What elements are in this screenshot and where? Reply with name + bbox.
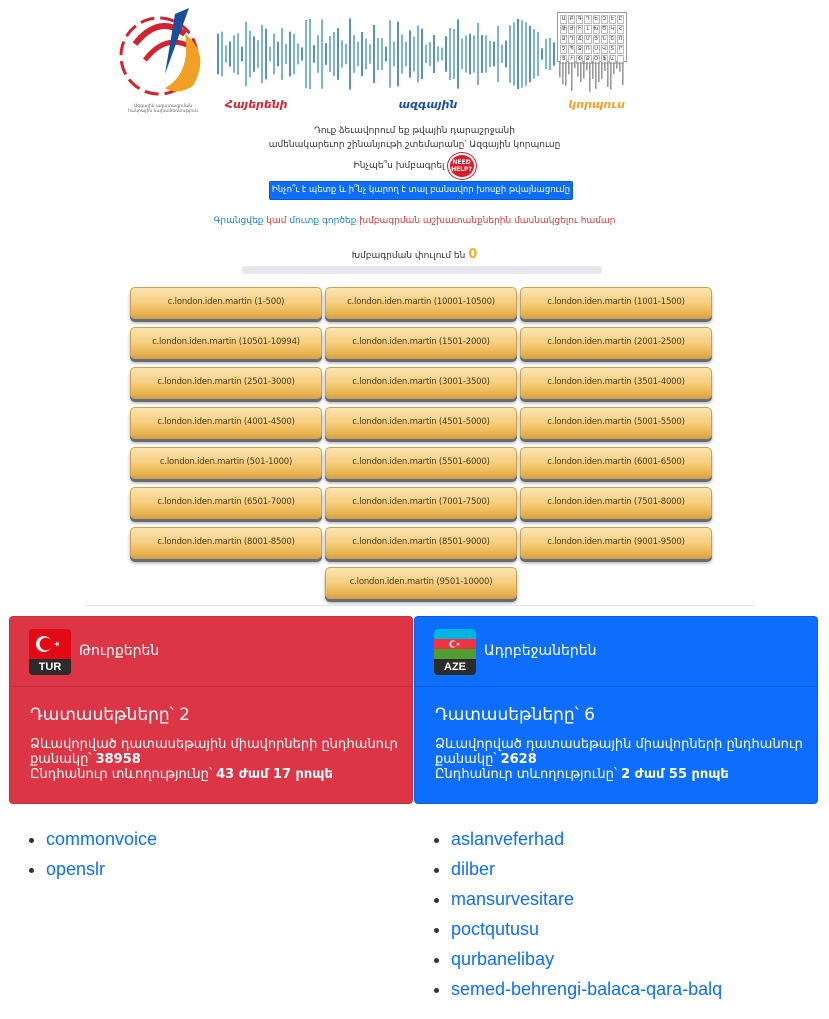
keyboard-wave-bar <box>577 62 579 77</box>
waveform-bar <box>541 48 543 59</box>
keyboard-key: Յ <box>594 36 598 42</box>
register-or-text: կամ <box>266 216 287 226</box>
waveform-bar <box>369 44 371 64</box>
editing-progress-label <box>0 247 829 262</box>
keyboard-key: Ա <box>561 16 566 22</box>
duration-label: Ընդհանուր տևողությունը՝ <box>435 767 617 782</box>
batch-button[interactable]: c.london.iden.martin (5501-6000) <box>325 447 517 479</box>
waveform-bar <box>457 19 459 88</box>
armenian-keyboard-graphic <box>557 12 627 96</box>
card-header <box>415 617 817 687</box>
batch-button[interactable]: c.london.iden.martin (2501-3000) <box>130 367 322 399</box>
waveform-bar <box>377 38 379 70</box>
units-label: Ձևավորված դատասեթային միավորների ընդհանուր քանակը՝ <box>30 737 398 767</box>
batch-button[interactable]: c.london.iden.martin (8501-9000) <box>325 527 517 559</box>
keyboard-wave-bar <box>598 62 600 82</box>
source-link[interactable]: mansurvesitare <box>451 889 575 909</box>
turkey-flag-icon <box>29 629 71 675</box>
waveform-bar <box>313 45 315 62</box>
batch-button[interactable]: c.london.iden.martin (2001-2500) <box>520 327 712 359</box>
waveform-bar <box>405 42 407 67</box>
waveform-bar <box>481 35 483 73</box>
source-list-item <box>46 826 157 856</box>
keyboard-key: ՝ <box>617 55 624 64</box>
waveform-bar <box>333 32 335 76</box>
source-list-item <box>451 976 722 1006</box>
duration-value: 43 ժամ 17 րոպե <box>216 767 333 782</box>
how-to-edit-link[interactable]: Ինչպե՞ս խմբագրել <box>353 161 445 171</box>
batch-button[interactable]: c.london.iden.martin (501-1000) <box>130 447 322 479</box>
batch-button[interactable]: c.london.iden.martin (4501-5000) <box>325 407 517 439</box>
waveform-bar <box>309 19 311 89</box>
keyboard-wave-bar <box>616 62 618 69</box>
keyboard-wave-bar <box>604 62 606 71</box>
waveform-bar <box>497 26 499 82</box>
units-label: Ձևավորված դատասեթային միավորների ընդհանուր քանակը՝ <box>435 737 803 767</box>
keyboard-wave-icon <box>557 62 627 96</box>
waveform-bar <box>445 36 447 72</box>
batch-button[interactable]: c.london.iden.martin (9501-10000) <box>325 567 517 599</box>
batch-button-grid <box>130 287 712 599</box>
waveform-bar <box>409 30 411 77</box>
keyboard-key: Պ <box>569 46 574 52</box>
waveform-bar <box>433 35 435 73</box>
duration-stat <box>30 767 400 782</box>
waveform-bar <box>553 42 555 65</box>
turkish-language-card[interactable] <box>9 616 413 804</box>
batch-button[interactable]: c.london.iden.martin (1501-2000) <box>325 327 517 359</box>
waveform-bar <box>397 22 399 87</box>
keyboard-wave-bar <box>586 62 588 70</box>
waveform-bar <box>513 22 515 85</box>
banner-title <box>225 98 625 111</box>
source-link[interactable]: aslanveferhad <box>451 829 565 849</box>
keyboard-key: Վ <box>602 46 607 52</box>
keyboard-key: Ն <box>602 36 607 42</box>
waveform-bar <box>317 35 319 73</box>
source-link[interactable]: poctqutusu <box>451 919 540 939</box>
batch-button[interactable]: c.london.iden.martin (9001-9500) <box>520 527 712 559</box>
keyboard-wave-bar <box>580 62 582 82</box>
login-link[interactable]: մուտք գործեք <box>289 216 357 226</box>
banner-title-word-1: Հայերենի <box>225 98 288 111</box>
keyboard-key: Լ <box>584 25 591 34</box>
waveform-bar <box>489 41 491 67</box>
keyboard-key: Զ <box>602 16 607 22</box>
register-purpose-text: խմբագրման աշխատանքներին մասնակցելու համար <box>359 216 616 226</box>
keyboard-key: Ս <box>594 46 598 52</box>
editing-progress-bar <box>242 266 602 274</box>
waveform-bar <box>305 20 307 88</box>
keyboard-wave-bar <box>595 62 597 89</box>
waveform-bar <box>233 35 235 72</box>
waveform-bar <box>469 34 471 75</box>
waveform-bar <box>345 44 347 65</box>
keyboard-key: Ֆ <box>602 56 607 62</box>
keyboard-wave-bar <box>571 62 573 91</box>
waveform-bar <box>533 29 535 79</box>
waveform-bar <box>517 19 519 89</box>
source-list-item <box>46 856 157 886</box>
keyboard-key: Ը <box>618 16 623 22</box>
units-value: 38958 <box>95 752 141 767</box>
keyboard-wave-bar <box>607 62 609 87</box>
waveform-bar <box>381 38 383 70</box>
keyboard-key: Ռ <box>585 46 590 52</box>
waveform-bar <box>221 32 223 77</box>
waveform-bar <box>325 43 327 65</box>
source-link[interactable]: semed-behrengi-balaca-qara-balq <box>451 979 723 999</box>
waveform-bar <box>269 47 271 62</box>
keyboard-key: Չ <box>561 46 566 52</box>
keyboard-key: Ծ <box>602 26 607 32</box>
waveform-bar <box>465 35 467 72</box>
keyboard-wave-bar <box>613 62 615 74</box>
waveform-bar <box>461 39 463 69</box>
waveform-bar <box>229 41 231 66</box>
source-list-item <box>451 916 722 946</box>
azerbaijani-source-list <box>451 826 722 1006</box>
source-list-item <box>451 946 722 976</box>
keyboard-key: Խ <box>593 26 599 32</box>
how-to-edit-row <box>0 153 829 179</box>
keyboard-key: Գ <box>577 16 582 22</box>
batch-button[interactable]: c.london.iden.martin (3001-3500) <box>325 367 517 399</box>
waveform-bar <box>545 39 547 69</box>
waveform-bar <box>549 38 551 70</box>
duration-value: 2 ժամ 55 րոպե <box>621 767 729 782</box>
waveform-bar <box>337 28 339 80</box>
flag-code-aze: AZE <box>434 659 476 675</box>
keyboard-wave-bar <box>610 62 612 90</box>
waveform-bar <box>261 25 263 83</box>
waveform-bar <box>237 33 239 74</box>
keyboard-wave-bar <box>565 62 567 86</box>
intro-text <box>0 124 829 152</box>
waveform-bar <box>361 32 363 76</box>
keyboard-key: Ղ <box>569 36 574 42</box>
units-value: 2628 <box>500 752 537 767</box>
waveform-bar <box>437 46 439 62</box>
keyboard-key: Օ <box>594 56 599 62</box>
banner-title-word-3: կորպուս <box>568 98 625 111</box>
source-link[interactable]: commonvoice <box>46 829 158 849</box>
intro-line-2: ամենակարեւոր շինանյութի շտեմարանը՝ Ազգային կորպուսը <box>268 140 561 150</box>
datasets-count: Դատասեթները՝ 6 <box>435 705 595 725</box>
batch-button[interactable]: c.london.iden.martin (5001-5500) <box>520 407 712 439</box>
waveform-bar <box>493 42 495 67</box>
waveform-bar <box>365 39 367 69</box>
waveform-bar <box>289 32 291 77</box>
waveform-bar <box>217 34 219 74</box>
waveform-bar <box>373 25 375 83</box>
keyboard-key: Ր <box>618 46 623 52</box>
duration-label: Ընդհանուր տևողությունը՝ <box>30 767 212 782</box>
keyboard-key: Ձ <box>561 36 566 42</box>
editing-progress-count: 0 <box>468 247 478 262</box>
keyboard-wave-bar <box>592 62 594 79</box>
keyboard-key: Ո <box>618 36 623 42</box>
card-body <box>30 705 400 782</box>
keyboard-wave-bar <box>619 62 621 72</box>
datasets-count: Դատասեթները՝ 2 <box>30 705 190 725</box>
keyboard-wave-bar <box>568 62 570 74</box>
waveform-bar <box>525 22 527 85</box>
batch-button[interactable]: c.london.iden.martin (7001-7500) <box>325 487 517 519</box>
card-language-name: Թուրքերեն <box>79 643 160 659</box>
waveform-bar <box>453 29 455 79</box>
keyboard-wave-bar <box>583 62 585 79</box>
waveform-bar <box>473 35 475 72</box>
batch-button[interactable]: c.london.iden.martin (10501-10994) <box>130 327 322 359</box>
waveform-bar <box>321 19 323 88</box>
source-list-item <box>451 856 722 886</box>
waveform-bar <box>349 18 351 89</box>
keyboard-key: Է <box>610 16 614 22</box>
keyboard-wave-bar <box>622 62 624 85</box>
waveform-bar <box>417 25 419 82</box>
waveform-bar <box>449 28 451 80</box>
waveform-bar <box>277 42 279 67</box>
batch-button[interactable]: c.london.iden.martin (7501-8000) <box>520 487 712 519</box>
units-stat <box>435 737 805 767</box>
card-body <box>435 705 805 782</box>
waveform-bar <box>425 45 427 63</box>
header-banner <box>115 4 630 116</box>
waveform-bar <box>265 29 267 80</box>
source-list-item <box>451 826 722 856</box>
keyboard-key: Հ <box>618 26 623 32</box>
batch-button[interactable]: c.london.iden.martin (8001-8500) <box>130 527 322 559</box>
keyboard-wave-bar <box>589 62 591 92</box>
keyboard-key: Ի <box>578 26 582 32</box>
batch-button[interactable]: c.london.iden.martin (3501-4000) <box>520 367 712 399</box>
waveform-bar <box>329 36 331 72</box>
waveform-bar <box>401 34 403 73</box>
waveform-bar <box>257 40 259 68</box>
waveform-bar <box>245 22 247 86</box>
waveform-bar <box>509 25 511 83</box>
waveform-bar <box>537 32 539 76</box>
divider <box>85 605 755 606</box>
corpus-logo[interactable] <box>115 4 211 116</box>
batch-button[interactable]: c.london.iden.martin (10001-10500) <box>325 287 517 319</box>
batch-button[interactable]: c.london.iden.martin (1001-1500) <box>520 287 712 319</box>
keyboard-wave-bar <box>601 62 603 79</box>
keyboard-key: Ճ <box>577 36 582 42</box>
waveform-bar <box>293 34 295 74</box>
keyboard-key: Ք <box>586 56 590 62</box>
waveform-bar <box>389 20 391 87</box>
waveform-bar <box>353 35 355 73</box>
audio-waveform-graphic <box>215 12 555 96</box>
keyboard-wave-bar <box>562 62 564 84</box>
keyboard-wave-bar <box>559 62 561 77</box>
batch-button[interactable]: c.london.iden.martin (6001-6500) <box>520 447 712 479</box>
waveform-bar <box>249 31 251 78</box>
waveform-bar <box>253 36 255 71</box>
waveform-bar <box>385 47 387 62</box>
keyboard-key: Ջ <box>577 46 582 52</box>
duration-stat <box>435 767 805 782</box>
logo-emblem-icon <box>115 4 211 104</box>
waveform-bar <box>521 20 523 87</box>
waveform-bar <box>241 47 243 62</box>
keyboard-key: Շ <box>610 36 615 42</box>
keyboard-wave-bar <box>574 62 576 68</box>
batch-button[interactable]: c.london.iden.martin (1-500) <box>130 287 322 319</box>
waveform-bar <box>477 23 479 85</box>
keyboard-key: Ց <box>561 56 566 62</box>
waveform-bar <box>393 42 395 67</box>
why-digitize-button[interactable]: Ինչո՞ւ է պետք և ի՞նչ կարող է տալ բանավոր խոսքի թվայնացումը <box>269 181 573 200</box>
keyboard-key: Տ <box>610 46 615 52</box>
need-help-icon[interactable]: NEED HELP? <box>448 153 476 179</box>
logo-caption: Ազգային ազատագրման հանրային նախաձեռնություն <box>127 104 199 114</box>
flag-code-tur: TUR <box>29 659 71 675</box>
waveform-bar <box>357 42 359 66</box>
azerbaijani-language-card[interactable] <box>414 616 818 804</box>
batch-button[interactable]: c.london.iden.martin (4001-4500) <box>130 407 322 439</box>
waveform-bar <box>429 42 431 66</box>
card-header <box>10 617 412 687</box>
keyboard-key: Ժ <box>569 26 574 32</box>
waveform-bar <box>413 37 415 72</box>
waveform-bar <box>441 48 443 61</box>
batch-button[interactable]: c.london.iden.martin (6501-7000) <box>130 487 322 519</box>
source-list-item <box>451 886 722 916</box>
waveform-bar <box>301 47 303 60</box>
register-link[interactable]: Գրանցվեք <box>213 216 264 226</box>
waveform-bar <box>421 29 423 79</box>
source-link[interactable]: openslr <box>46 859 106 879</box>
waveform-bar <box>273 34 275 75</box>
waveform-bar <box>529 26 531 82</box>
waveform-bar <box>485 35 487 72</box>
keyboard-key: Դ <box>586 16 590 22</box>
waveform-bar <box>281 28 283 80</box>
keyboard-key: Բ <box>569 16 574 22</box>
waveform-bar <box>225 45 227 62</box>
units-stat <box>30 737 400 767</box>
editing-progress-text: Խմբագրման փուլում են <box>351 251 466 261</box>
waveform-bar <box>505 41 507 68</box>
keyboard-key: և <box>610 56 615 62</box>
waveform-bar <box>341 40 343 67</box>
keyboard-key: Մ <box>585 36 590 42</box>
turkish-source-list <box>46 826 157 886</box>
card-language-name: Ադրբեջաներեն <box>484 643 597 659</box>
waveform-bar <box>297 44 299 65</box>
source-link[interactable]: qurbanelibay <box>451 949 555 969</box>
keyboard-key: Ւ <box>568 55 575 64</box>
azerbaijan-flag-icon <box>434 629 476 675</box>
keyboard-key: Ե <box>594 16 598 22</box>
keyboard-key: Փ <box>577 56 582 62</box>
keyboard-key: Թ <box>561 26 566 32</box>
banner-title-word-2: ազգային <box>398 98 458 111</box>
keyboard-key: Կ <box>610 26 615 32</box>
waveform-bar <box>501 45 503 63</box>
source-link[interactable]: dilber <box>451 859 496 879</box>
intro-line-1: Դուք ձեւավորում եք թվային դարաշրջանի <box>314 126 515 136</box>
register-login-line <box>0 216 829 226</box>
waveform-bar <box>285 44 287 64</box>
